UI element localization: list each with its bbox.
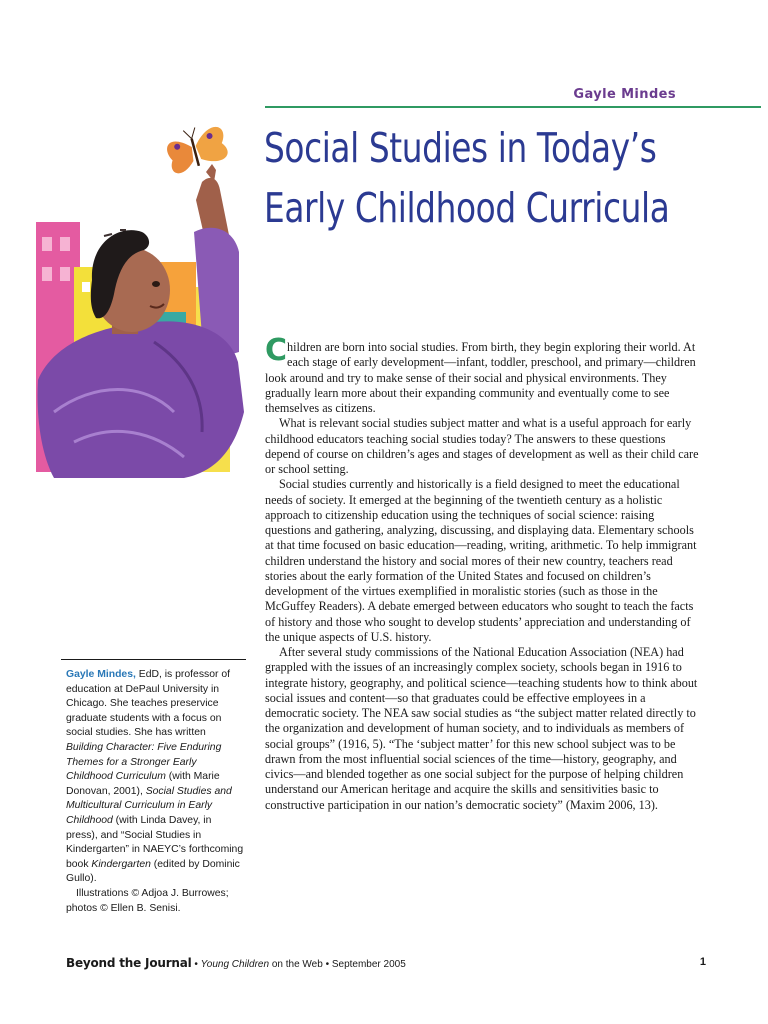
page-number: 1	[699, 956, 706, 968]
paragraph-4: After several study commissions of the National Education Association (NEA) had grappled with the issues of an increasingly complex society, schools began in 1916 to integrate history, geography, and political science—teaching students how to think about social issues and content—so that graduates could be effective employees in a democratic society. The NEA saw social studies as “the subject matter related directly to the organization and development of human society, and to individuals as members of social groups” (1916, 5). “The ‘subject matter’ for this new school subject was to be drawn from the most influential social sciences of the time—history, geography, and civics—and blended together as one social subject for the purpose of helping children understand our American heritage and acquire the skills and sensitivities basic to constructive participation in our nation’s democratic society” (Maxim 2006, 13).	[265, 645, 698, 812]
illustration-credits: Illustrations © Adjoa J. Burrowes; photos © Ellen B. Senisi.	[66, 887, 229, 914]
girl-reaching-butterfly-illustration	[34, 112, 246, 482]
author-bio	[66, 668, 244, 916]
footer-journal: Young Children	[200, 959, 270, 970]
bio-segment: (with Linda Davey, in press), and “Social Studies in Kindergarten” in NAEYC’s forthcoming book	[66, 814, 244, 870]
footer-brand: Beyond the Journal	[66, 956, 192, 970]
article-title	[264, 118, 670, 238]
drop-cap: C	[265, 333, 288, 368]
paragraph-1-text: hildren are born into social studies. From birth, they begin exploring their world. At each stage of early development—infant, toddler, preschool, and primary—children look around and try to make sense of their social and physical environments. They gradually learn more about their expanding community and eventually come to see themselves as citizens.	[265, 340, 696, 415]
bio-segment: (edited by Dominic Gullo).	[66, 858, 240, 885]
paragraph-2: What is relevant social studies subject matter and what is a useful approach for early childhood educators teaching social studies today? The answers to these questions depend of course on children’s ages and stages of development as well as their child care or school setting.	[265, 416, 699, 476]
page-footer	[66, 956, 706, 972]
bio-rule	[61, 659, 246, 660]
paragraph-1	[265, 333, 702, 416]
bio-text	[66, 668, 244, 887]
footer-separator: •	[191, 959, 201, 970]
title-line-2: Early Childhood Curricula	[264, 184, 670, 232]
header-rule	[265, 106, 761, 108]
bio-author-name: Gayle Mindes,	[66, 669, 136, 680]
bio-book-1: Building Character: Five Enduring Themes for a Stronger Early Childhood Curriculum	[66, 741, 222, 783]
paragraph-3: Social studies currently and historically is a field designed to meet the educational needs of society. It emerged at the beginning of the twentieth century as a holistic approach to citizenship education using the techniques of social science: raising questions and gathering, analyzing, discussing, and displaying data. Elementary schools at that time focused on basic education—reading, writing, arithmetic. To help immigrant children understand the history and social mores of their new country, teachers read stories about the early formation of the United States and focused on children’s development of the virtues exemplified in moralistic stories (such as those in the McGuffey Readers). A debate emerged between educators who sought to teach the facts of history and those who sought to develop students’ appreciation and understanding of the unique aspects of U.S. history.	[265, 477, 697, 644]
bio-segment: (with Marie Donovan, 2001),	[66, 771, 220, 797]
article-body	[265, 333, 702, 813]
bio-segment: EdD, is professor of education at DePaul University in Chicago. She teaches preservice graduate students with a focus on social studies. She has written	[66, 669, 231, 739]
footer-date: on the Web • September 2005	[269, 959, 406, 970]
bio-book-3: Kindergarten	[91, 858, 151, 870]
author-name-header: Gayle Mindes	[573, 87, 676, 102]
bio-book-2: Social Studies and Multicultural Curriculum in Early Childhood	[66, 785, 232, 826]
title-line-1: Social Studies in Today’s	[264, 124, 657, 172]
